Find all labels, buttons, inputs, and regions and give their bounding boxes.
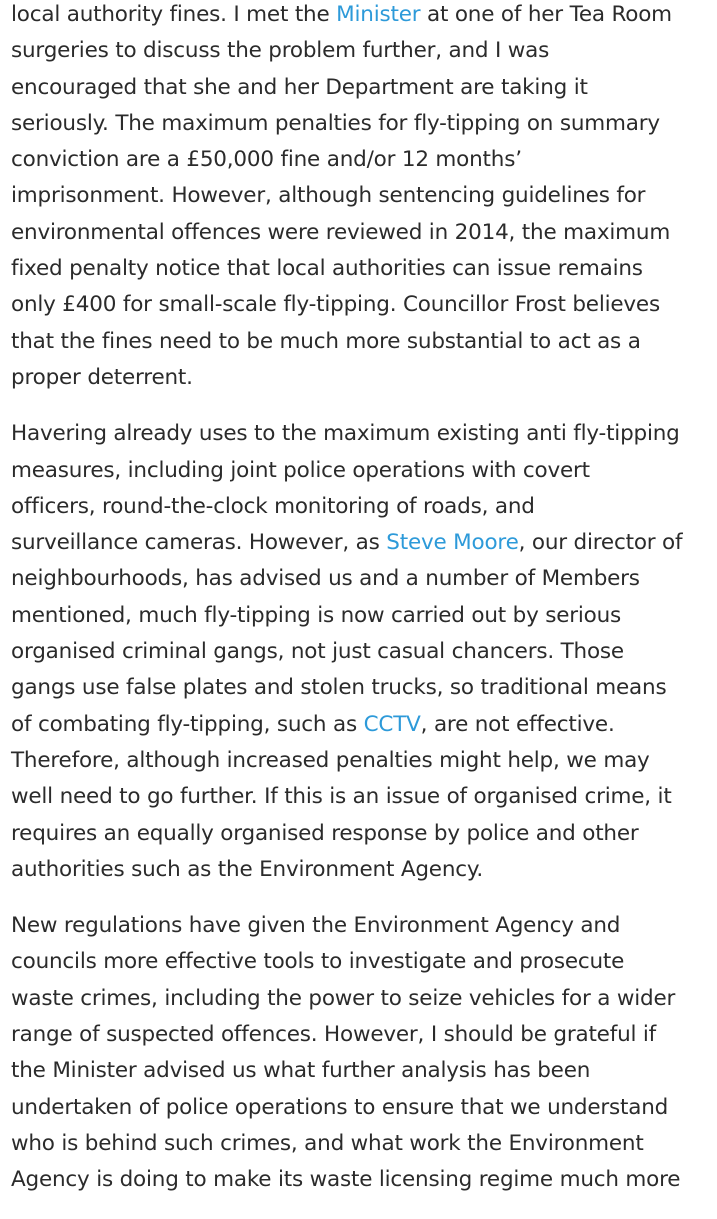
text-line: proper deterrent. <box>11 364 193 390</box>
text-line: well need to go further. If this is an issue of organised crime, it <box>11 784 672 810</box>
text-line: mentioned, much fly-tipping is now carried out by serious <box>11 602 622 628</box>
text-line: that the fines need to be much more substantial to act as a <box>11 328 641 354</box>
text-line: organised criminal gangs, not just casual chancers. Those <box>11 639 624 665</box>
text-line: measures, including joint police operations with covert <box>11 457 590 483</box>
text-line: fixed penalty notice that local authorities can issue remains <box>11 256 643 282</box>
text-line: environmental offences were reviewed in 2014, the maximum <box>11 219 671 245</box>
text-line: seriously. The maximum penalties for fly-tipping on summary <box>11 110 660 136</box>
text-line: the Minister advised us what further analysis has been <box>11 1058 591 1084</box>
text-line <box>11 525 711 561</box>
cctv-link[interactable]: CCTV <box>363 711 421 737</box>
paragraph-1 <box>11 0 711 396</box>
text-line: imprisonment. However, although sentencing guidelines for <box>11 183 646 209</box>
text-line <box>11 707 711 743</box>
text-line: councils more effective tools to investigate and prosecute <box>11 949 625 975</box>
text-line: requires an equally organised response by police and other <box>11 820 639 846</box>
text-line: Havering already uses to the maximum existing anti fly-tipping <box>11 421 680 447</box>
text-segment: surveillance cameras. However, as <box>11 530 387 556</box>
text-line: waste crimes, including the power to seize vehicles for a wider <box>11 985 676 1011</box>
text-line: New regulations have given the Environment Agency and <box>11 913 621 939</box>
text-segment: , our director of <box>518 530 683 556</box>
minister-link[interactable]: Minister <box>336 2 421 27</box>
text-line: range of suspected offences. However, I should be grateful if <box>11 1022 657 1048</box>
text-segment: at one of her Tea Room <box>420 2 672 27</box>
text-line: surgeries to discuss the problem further, and I was <box>11 38 550 64</box>
text-line: Therefore, although increased penalties might help, we may <box>11 747 650 773</box>
text-segment: , are not effective. <box>420 711 615 737</box>
text-line: gangs use false plates and stolen trucks, so traditional means <box>11 675 667 701</box>
steve-moore-link[interactable]: Steve Moore <box>386 530 519 556</box>
text-segment: of combating fly-tipping, such as <box>11 711 364 737</box>
text-line: conviction are a £50,000 fine and/or 12 months’ <box>11 147 522 173</box>
paragraph-3 <box>11 908 711 1198</box>
text-line <box>11 0 711 33</box>
text-line: who is behind such crimes, and what work the Environment <box>11 1130 644 1156</box>
article-body <box>11 0 711 1219</box>
text-line: neighbourhoods, has advised us and a number of Members <box>11 566 640 592</box>
text-segment: local authority fines. I met the <box>11 2 337 27</box>
text-line: authorities such as the Environment Agency. <box>11 856 483 882</box>
text-line: undertaken of police operations to ensure that we understand <box>11 1094 669 1120</box>
text-line: officers, round-the-clock monitoring of roads, and <box>11 493 535 519</box>
text-line: only £400 for small-scale fly-tipping. Councillor Frost believes <box>11 292 660 318</box>
text-line: Agency is doing to make its waste licensing regime much more <box>11 1167 681 1193</box>
paragraph-2 <box>11 416 711 888</box>
text-line: encouraged that she and her Department are taking it <box>11 74 588 100</box>
